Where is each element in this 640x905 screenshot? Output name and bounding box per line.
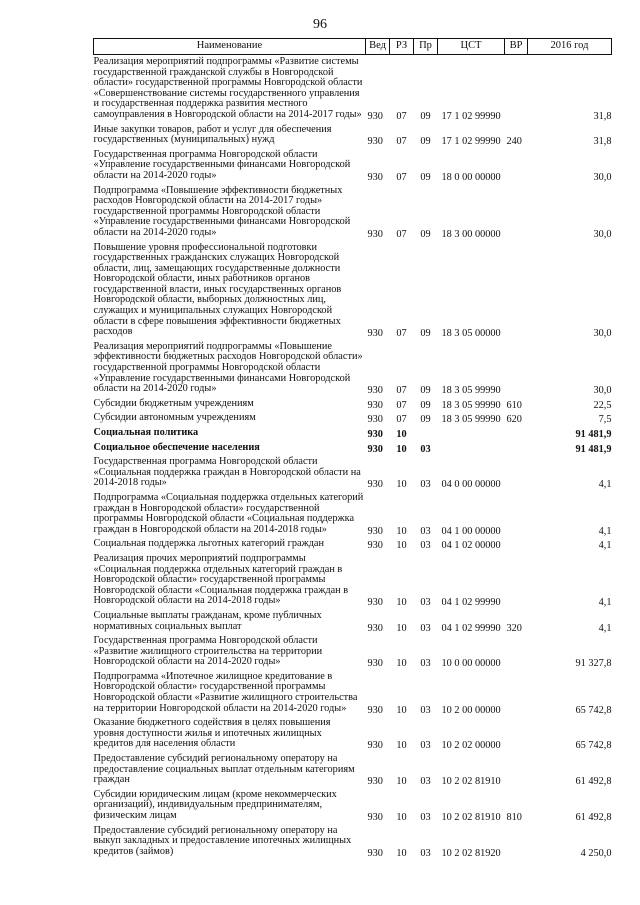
cell-ved: 930 <box>367 429 383 440</box>
table-header-row <box>94 39 612 55</box>
cell-cst: 18 3 05 99990 <box>441 414 501 426</box>
cell-cst: 10 2 02 81910 <box>441 812 501 823</box>
cell-name: Оказание бюджетного содействия в целях повышения уровня доступности жилья и ипотечных жилищных кредитов для населения области <box>93 717 331 750</box>
cell-cst: 04 1 00 00000 <box>441 525 501 537</box>
cell-ved: 930 <box>367 622 383 634</box>
cell-sum: 4,1 <box>598 525 612 537</box>
cell-pr: 03 <box>420 740 431 752</box>
cell-pr: 09 <box>420 328 431 340</box>
header-pr: Пр <box>414 39 438 55</box>
cell-vr: 320 <box>506 622 522 634</box>
cell-pr: 09 <box>420 228 431 240</box>
cell-ved: 930 <box>367 597 383 609</box>
cell-cst: 04 1 02 99990 <box>441 622 501 634</box>
cell-pr: 03 <box>420 622 431 634</box>
table-row <box>94 716 612 752</box>
cell-ved: 930 <box>367 847 383 859</box>
cell-cst: 04 1 02 00000 <box>441 540 501 552</box>
cell-rz: 10 <box>396 740 407 752</box>
cell-sum: 4 250,0 <box>580 847 612 859</box>
cell-cst <box>438 441 505 456</box>
cell-ved: 930 <box>367 110 383 122</box>
cell-pr: 03 <box>420 847 431 859</box>
cell-name: Предоставление субсидий региональному оператору на выкуп закладных и предоставление ипотечных жилищных кредитов (займов) <box>93 824 352 857</box>
cell-name: Подпрограмма «Социальная поддержка отдельных категорий граждан в Новгородской области» государственной программы Новгородской области «Социальная поддержка граждан в Новгородской области на 2014-2018 годы» <box>93 491 364 535</box>
cell-sum: 4,1 <box>598 540 612 552</box>
cell-rz: 10 <box>396 812 407 823</box>
cell-pr: 09 <box>420 171 431 183</box>
cell-vr <box>505 340 528 397</box>
table-row <box>94 491 612 537</box>
cell-cst: 17 1 02 99990 <box>441 110 501 122</box>
cell-pr: 03 <box>420 525 431 537</box>
cell-rz: 10 <box>396 479 407 491</box>
cell-rz: 10 <box>396 525 407 537</box>
cell-rz: 10 <box>396 847 407 859</box>
cell-sum: 4,1 <box>598 479 612 491</box>
cell-rz: 07 <box>396 328 407 340</box>
cell-cst: 10 2 02 00000 <box>441 740 501 752</box>
cell-name: Государственная программа Новгородской области «Управление государственными финансами Новгородской области на 2014-2020 годы» <box>93 148 351 181</box>
table-row <box>94 552 612 609</box>
cell-name: Государственная программа Новгородской области «Социальная поддержка граждан в Новгородской области на 2014-2018 годы» <box>93 456 361 489</box>
cell-sum: 30,0 <box>593 228 612 240</box>
cell-cst: 10 2 02 81910 <box>441 776 501 788</box>
cell-ved: 930 <box>367 776 383 788</box>
cell-ved: 930 <box>367 414 383 426</box>
cell-name: Субсидии юридическим лицам (кроме некоммерческих организаций), индивидуальным предпринимателям, физическим лицам <box>93 788 337 821</box>
cell-name: Подпрограмма «Ипотечное жилищное кредитование в Новгородской области» государственной программы Новгородской области «Развитие жилищного строительства на территории Новгородской области на 2014-2020 годы» <box>93 670 358 714</box>
table-row <box>94 411 612 426</box>
cell-pr: 03 <box>420 776 431 788</box>
cell-sum: 7,5 <box>598 414 612 426</box>
cell-sum: 65 742,8 <box>575 740 612 752</box>
cell-cst: 18 3 00 00000 <box>441 228 501 240</box>
cell-ved: 930 <box>367 525 383 537</box>
cell-rz: 10 <box>396 540 407 552</box>
cell-name: Субсидии автономным учреждениям <box>93 412 256 424</box>
cell-pr: 03 <box>420 479 431 491</box>
cell-pr: 03 <box>420 597 431 609</box>
table-row <box>94 426 612 441</box>
table-row <box>94 184 612 241</box>
cell-pr: 09 <box>420 414 431 426</box>
cell-rz: 07 <box>396 110 407 122</box>
cell-ved: 930 <box>367 328 383 340</box>
header-cst: ЦСТ <box>438 39 505 55</box>
cell-vr <box>505 491 528 537</box>
table-row <box>94 55 612 123</box>
cell-ved: 930 <box>367 479 383 491</box>
cell-rz: 07 <box>396 385 407 397</box>
cell-vr <box>505 426 528 441</box>
cell-sum: 61 492,8 <box>575 776 612 788</box>
cell-ved: 930 <box>367 812 383 823</box>
cell-rz: 07 <box>396 136 407 148</box>
cell-ved: 930 <box>367 704 383 716</box>
cell-name: Социальные выплаты гражданам, кроме публичных нормативных социальных выплат <box>93 609 322 632</box>
cell-name: Реализация мероприятий подпрограммы «Развитие системы государственной гражданской службы в Новгородской области» государственной программы Новгородской области «Совершенствование системы государственного управления и государственная поддержка развития местного самоуправления в Новгородской области на 2014-2017 годы» <box>93 56 363 120</box>
cell-vr <box>505 716 528 752</box>
cell-pr: 03 <box>420 540 431 552</box>
cell-name: Субсидии бюджетным учреждениям <box>93 397 254 409</box>
header-vr: ВР <box>505 39 528 55</box>
cell-rz: 07 <box>396 399 407 411</box>
table-row <box>94 537 612 552</box>
cell-vr <box>505 241 528 340</box>
cell-vr: 810 <box>506 812 522 823</box>
cell-ved: 930 <box>367 171 383 183</box>
table-row <box>94 148 612 184</box>
cell-name: Социальная поддержка льготных категорий граждан <box>93 538 325 550</box>
cell-rz: 10 <box>396 622 407 634</box>
cell-pr: 03 <box>420 812 431 823</box>
cell-name: Реализация прочих мероприятий подпрограммы «Социальная поддержка отдельных категорий граждан в Новгородской области» государственной программы Новгородской области «Социальная поддержка граждан в Новгородской области на 2014-2018 годы» <box>93 552 349 607</box>
cell-sum: 61 492,8 <box>575 812 612 823</box>
cell-pr: 09 <box>420 399 431 411</box>
cell-vr <box>505 824 528 860</box>
cell-cst <box>438 426 505 441</box>
header-year: 2016 год <box>528 39 612 55</box>
cell-pr <box>414 426 438 441</box>
cell-vr <box>505 670 528 716</box>
cell-cst: 10 2 00 00000 <box>441 704 501 716</box>
table-row <box>94 455 612 491</box>
table-row <box>94 241 612 340</box>
cell-vr: 610 <box>506 399 522 411</box>
cell-cst: 18 0 00 00000 <box>441 171 501 183</box>
table-row <box>94 609 612 634</box>
table-row <box>94 397 612 412</box>
cell-vr <box>505 752 528 788</box>
cell-name: Социальная политика <box>93 427 199 438</box>
cell-cst: 04 0 00 00000 <box>441 479 501 491</box>
table-row <box>94 670 612 716</box>
cell-sum: 4,1 <box>598 622 612 634</box>
page-number: 96 <box>313 17 327 32</box>
cell-rz: 10 <box>396 658 407 670</box>
cell-cst: 18 3 05 99990 <box>441 399 501 411</box>
cell-sum: 4,1 <box>598 597 612 609</box>
cell-sum: 91 481,9 <box>575 429 612 440</box>
cell-ved: 930 <box>367 740 383 752</box>
cell-cst: 04 1 02 99990 <box>441 597 501 609</box>
cell-vr: 240 <box>506 136 522 148</box>
table-row <box>94 752 612 788</box>
cell-sum: 22,5 <box>593 399 612 411</box>
cell-vr <box>505 184 528 241</box>
table-row <box>94 788 612 824</box>
cell-pr: 03 <box>420 704 431 716</box>
cell-cst: 18 3 05 99990 <box>441 385 501 397</box>
header-ved: Вед <box>366 39 390 55</box>
cell-vr <box>505 634 528 670</box>
cell-rz: 10 <box>396 429 407 440</box>
budget-table <box>93 38 612 859</box>
cell-vr <box>505 552 528 609</box>
cell-ved: 930 <box>367 399 383 411</box>
cell-vr <box>505 455 528 491</box>
cell-vr <box>505 441 528 456</box>
cell-rz: 10 <box>396 704 407 716</box>
cell-ved: 930 <box>367 136 383 148</box>
cell-pr: 03 <box>420 443 431 455</box>
cell-sum: 31,8 <box>593 136 612 148</box>
cell-cst: 17 1 02 99990 <box>441 136 501 148</box>
cell-name: Повышение уровня профессиональной подготовки государственных гражданских служащих Новгородской области, лиц, замещающих государственные должности Новгородской области, иных работников органов государственной власти, иных государственных органов Новгородской области, выборных должностных лиц, служащих и муниципальных служащих Новгородской области в сфере повышения эффективности бюджетных расходов <box>93 241 342 338</box>
cell-vr <box>505 55 528 123</box>
cell-sum: 31,8 <box>593 110 612 122</box>
cell-ved: 930 <box>367 443 383 455</box>
table-row <box>94 340 612 397</box>
table-row <box>94 441 612 456</box>
cell-rz: 07 <box>396 228 407 240</box>
cell-ved: 930 <box>367 385 383 397</box>
cell-ved: 930 <box>367 228 383 240</box>
cell-sum: 30,0 <box>593 328 612 340</box>
cell-vr <box>505 537 528 552</box>
cell-rz: 10 <box>396 597 407 609</box>
cell-rz: 07 <box>396 171 407 183</box>
cell-name: Иные закупки товаров, работ и услуг для обеспечения государственных (муниципальных) нужд <box>93 123 332 146</box>
cell-name: Государственная программа Новгородской области «Развитие жилищного строительства на территории Новгородской области на 2014-2020 годы» <box>93 635 323 668</box>
cell-pr: 03 <box>420 658 431 670</box>
cell-name: Реализация мероприятий подпрограммы «Повышение эффективности бюджетных расходов Новгородской области» государственной программы Новгородской области «Управление государственными финансами Новгородской области на 2014-2020 годы» <box>93 340 363 395</box>
cell-pr: 09 <box>420 136 431 148</box>
cell-ved: 930 <box>367 540 383 552</box>
table-row <box>94 123 612 148</box>
cell-vr: 620 <box>506 414 522 426</box>
cell-name: Подпрограмма «Повышение эффективности бюджетных расходов Новгородской области на 2014-2017 годы» государственной программы Новгородской области «Управление государственными финансами Новгородской области на 2014-2020 годы» <box>93 184 351 238</box>
cell-name: Предоставление субсидий региональному оператору на предоставление социальных выплат отдельным категориям граждан <box>93 753 355 786</box>
cell-pr: 09 <box>420 385 431 397</box>
cell-cst: 10 0 00 00000 <box>441 658 501 670</box>
cell-rz: 07 <box>396 414 407 426</box>
cell-rz: 10 <box>396 776 407 788</box>
cell-sum: 91 327,8 <box>575 658 612 670</box>
cell-cst: 10 2 02 81920 <box>441 847 501 859</box>
cell-name: Социальное обеспечение населения <box>93 441 260 453</box>
cell-ved: 930 <box>367 658 383 670</box>
cell-rz: 10 <box>396 443 407 455</box>
cell-sum: 30,0 <box>593 171 612 183</box>
cell-cst: 18 3 05 00000 <box>441 328 501 340</box>
table-row <box>94 634 612 670</box>
cell-sum: 30,0 <box>593 385 612 397</box>
cell-sum: 65 742,8 <box>575 704 612 716</box>
cell-vr <box>505 148 528 184</box>
header-rz: РЗ <box>390 39 414 55</box>
header-name: Наименование <box>94 39 366 55</box>
cell-pr: 09 <box>420 110 431 122</box>
cell-sum: 91 481,9 <box>575 443 612 455</box>
table-row <box>94 824 612 860</box>
table-body <box>94 55 612 860</box>
